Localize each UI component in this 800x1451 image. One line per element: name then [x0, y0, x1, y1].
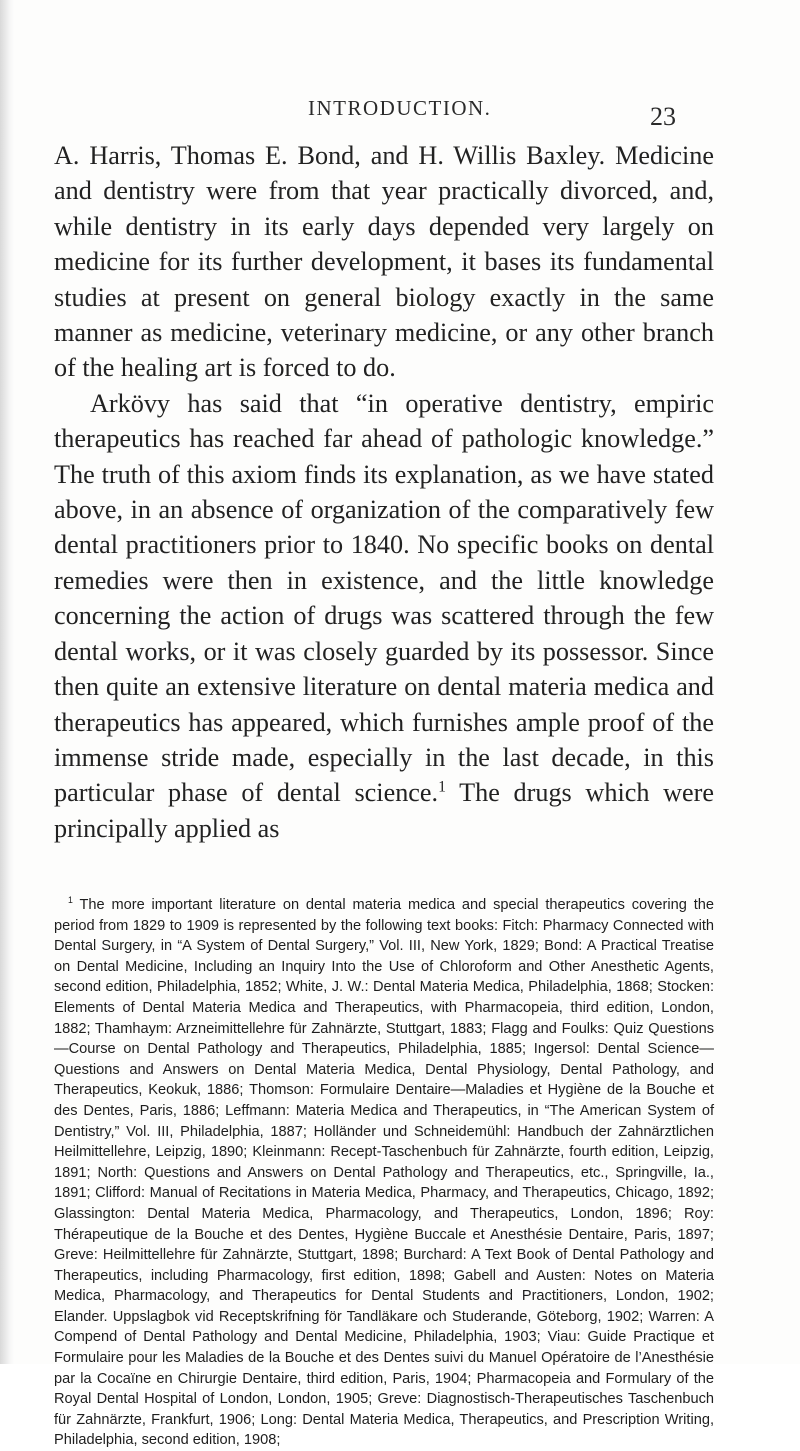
paragraph-2-tail: The drugs which were principally applied as	[54, 778, 714, 843]
paragraph-2-text: Arkövy has said that “in operative dentistry, empiric therapeutics has reached far ahead of pathologic knowledge.” The truth of this axiom finds its explanation, as we have stated above, in an absence of organization of the comparatively few dental practitioners prior to 1840. No specific books on dental remedies were then in existence, and the little knowledge concerning the action of drugs was scattered through the few dental works, or it was closely guarded by its possessor. Since then quite an extensive literature on dental materia medica and therapeutics has appeared, which furnishes ample proof of the immense stride made, especially in the last decade, in this particular phase of dental science.	[54, 388, 714, 808]
body-text	[54, 138, 714, 846]
footnote-reference: 1	[438, 778, 446, 796]
footnote-marker: 1	[68, 895, 73, 906]
running-head: INTRODUCTION.	[308, 96, 492, 120]
paragraph-1: A. Harris, Thomas E. Bond, and H. Willis Baxley. Medicine and dentistry were from that year practically divorced, and, while dentistry in its early days depended very largely on medicine for its further development, it bases its fundamental studies at present on general biology exactly in the same manner as medicine, veterinary medicine, or any other branch of the healing art is forced to do.	[54, 141, 714, 383]
footnote-text: The more important literature on dental materia medica and special therapeutics covering the period from 1829 to 1909 is represented by the following text books: Fitch: Pharmacy Connected with Dental Surgery, in “A System of Dental Surgery,” Vol. III, New York, 1829; Bond: A Practical Treatise on Dental Medicine, Including an Inquiry Into the Use of Chloroform and Other Anesthetic Agents, second edition, Philadelphia, 1852; White, J. W.: Dental Materia Medica, Philadelphia, 1868; Stocken: Elements of Dental Materia Medica and Therapeutics, with Pharmacopeia, third edition, London, 1882; Thamhaym: Arzneimittellehre für Zahnärzte, Stuttgart, 1883; Flagg and Foulks: Quiz Questions—Course on Dental Pathology and Therapeutics, Philadelphia, 1885; Ingersol: Dental Science—Questions and Answers on Dental Materia Medica, Dental Physiology, Dental Pathology, and Therapeutics, Keokuk, 1886; Thomson: Formulaire Dentaire—Maladies et Hygiène de la Bouche et des Dentes, Paris, 1886; Leffmann: Materia Medica and Therapeutics, in “The American System of Dentistry,” Vol. III, Philadelphia, 1887; Holländer und Schneidemühl: Handbuch der Zahnärztlichen Heilmittellehre, Leipzig, 1890; Kleinmann: Recept-Taschenbuch für Zahnärzte, fourth edition, Leipzig, 1891; North: Questions and Answers on Dental Pathology and Therapeutics, etc., Springville, Ia., 1891; Clifford: Manual of Recitations in Materia Medica, Pharmacy, and Therapeutics, Chicago, 1892; Glassington: Dental Materia Medica, Pharmacology, and Therapeutics, London, 1896; Roy: Thérapeutique de la Bouche et des Dentes, Hygiène Buccale et Anesthésie Dentaire, Paris, 1897; Greve: Heilmittellehre für Zahnärzte, Stuttgart, 1898; Burchard: A Text Book of Dental Pathology and Therapeutics, including Pharmacology, first edition, 1898; Gabell and Austen: Notes on Materia Medica, Pharmacology, and Therapeutics for Dental Students and Practitioners, London, 1902; Elander. Uppslagbok vid Receptskrifning för Tandläkare och Studerande, Göteborg, 1902; Warren: A Compend of Dental Pathology and Dental Medicine, Philadelphia, 1903; Viau: Guide Practique et Formulaire pour les Maladies de la Bouche et des Dentes suivi du Manuel Opératoire de l’Anesthésie par la Cocaïne en Chirurgie Dentaire, third edition, Paris, 1904; Pharmacopeia and Formulary of the Royal Dental Hospital of London, London, 1905; Greve: Diagnostisch-Therapeutisches Taschenbuch für Zahnärzte, Frankfurt, 1906; Long: Dental Materia Medica, Therapeutics, and Prescription Writing, Philadelphia, second edition, 1908;	[54, 897, 714, 1449]
page-header	[0, 96, 800, 136]
page-number: 23	[650, 102, 676, 131]
footnote-paragraph	[54, 895, 714, 1451]
paragraph-2	[54, 386, 714, 846]
scan-edge-shadow	[0, 0, 14, 1364]
footnote	[54, 895, 714, 1451]
